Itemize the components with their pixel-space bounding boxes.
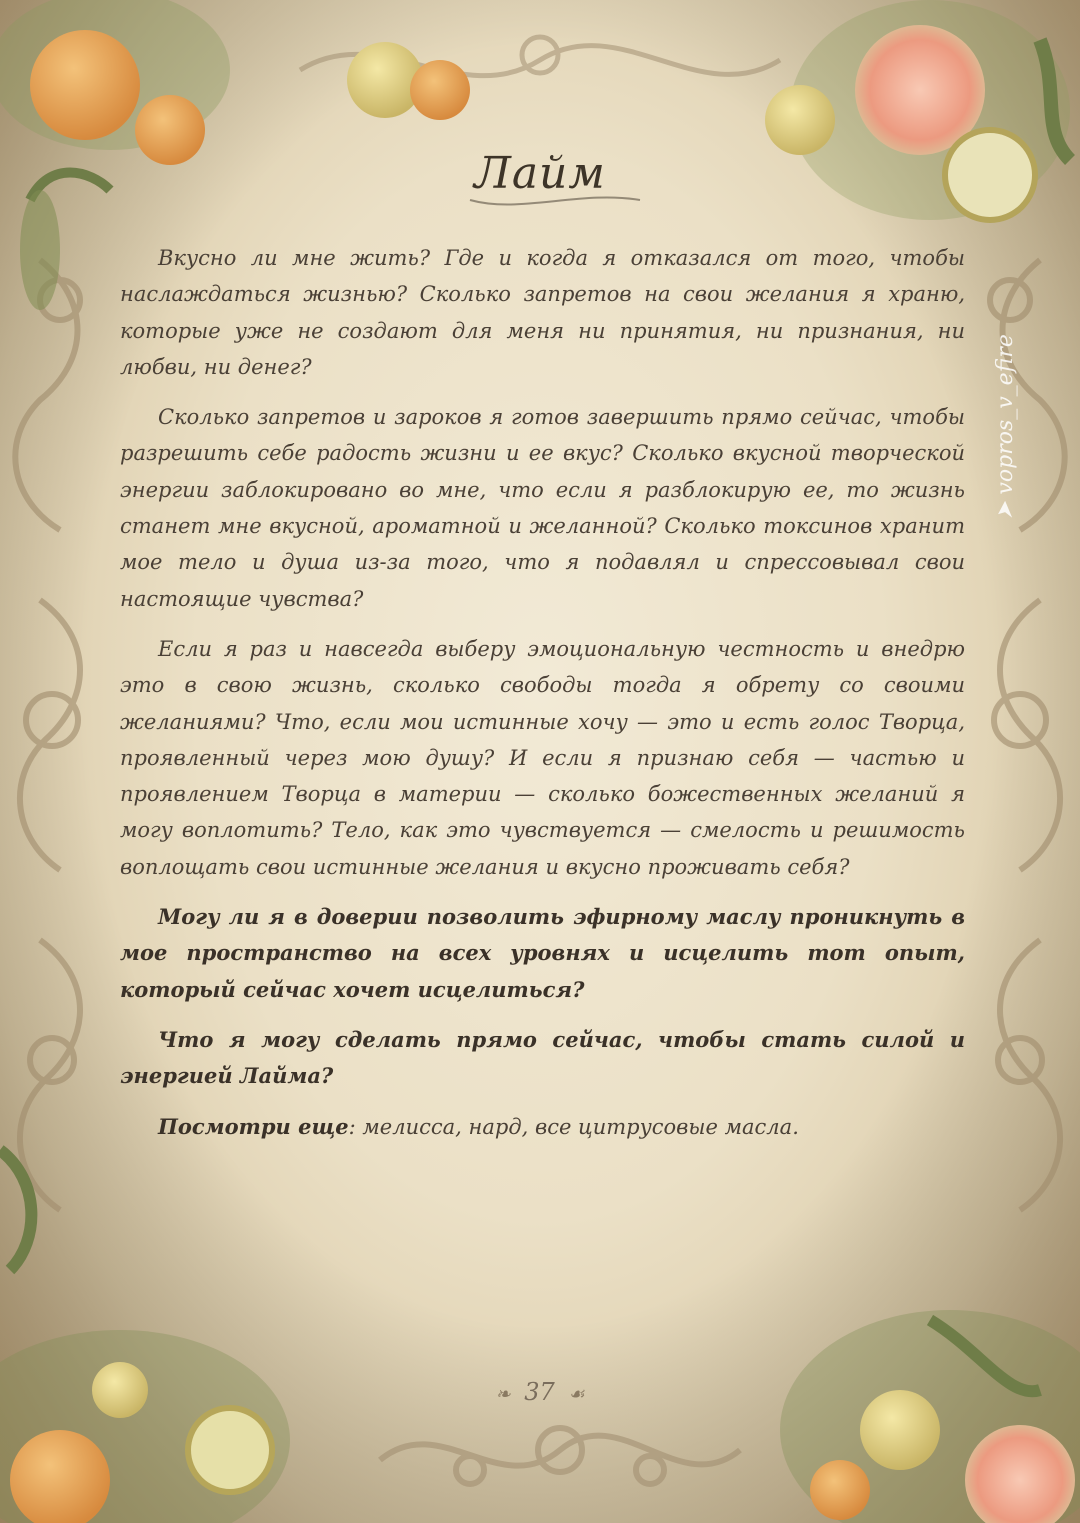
telegram-icon: ➤ xyxy=(993,494,1018,520)
see-also-text: : мелисса, нард, все цитрусовые масла. xyxy=(348,1114,799,1139)
left-flourish-icon: ❧ xyxy=(495,1384,511,1405)
paragraph-1: Вкусно ли мне жить? Где и когда я отказался от того, чтобы наслаждаться жизнью? Сколько запретов на свои желания я храню, которые уже не создают для меня ни принятия, ни признания, ни любви, ни денег? xyxy=(120,246,965,379)
see-also-paragraph xyxy=(120,1109,965,1145)
see-also-label: Посмотри еще xyxy=(158,1113,349,1139)
text-body xyxy=(120,240,965,1159)
watermark xyxy=(993,334,1018,520)
watermark-text: vopros_v_efire xyxy=(993,334,1018,495)
page-number: 37 xyxy=(524,1378,555,1406)
paragraph-3: Если я раз и навсегда выберу эмоциональную честность и внедрю это в свою жизнь, сколько свободы тогда я обрету со своими желаниями? Что, если мои истинные хочу — это и есть голос Творца, проявленный через мою душу? И если я признаю себя — частью и проявлением Творца в материи — сколько божественных желаний я могу воплотить? Тело, как это чувствуется — смелость и решимость воплощать свои истинные желания и вкусно проживать себя? xyxy=(120,636,965,879)
page-title: Лайм xyxy=(474,148,606,199)
bold-paragraph-2: Что я могу сделать прямо сейчас, чтобы стать силой и энергией Лайма? xyxy=(120,1026,965,1089)
right-flourish-icon: ☙ xyxy=(568,1384,585,1405)
bold-paragraph-1: Могу ли я в доверии позволить эфирному маслу проникнуть в мое пространство на всех уровнях и исцелить тот опыт, который сейчас хочет исцелиться? xyxy=(120,904,965,1002)
paragraph-2: Сколько запретов и зароков я готов завершить прямо сейчас, чтобы разрешить себе радость жизни и ее вкус? Сколько вкусной творческой энергии заблокировано во мне, что если я разблокирую ее, то жизнь станет мне вкусной, ароматной и желанной? Сколько токсинов хранит мое тело и душа из-за того, что я подавлял и спрессовывал свои настоящие чувства? xyxy=(120,405,965,611)
page-number-row xyxy=(0,1378,1080,1406)
